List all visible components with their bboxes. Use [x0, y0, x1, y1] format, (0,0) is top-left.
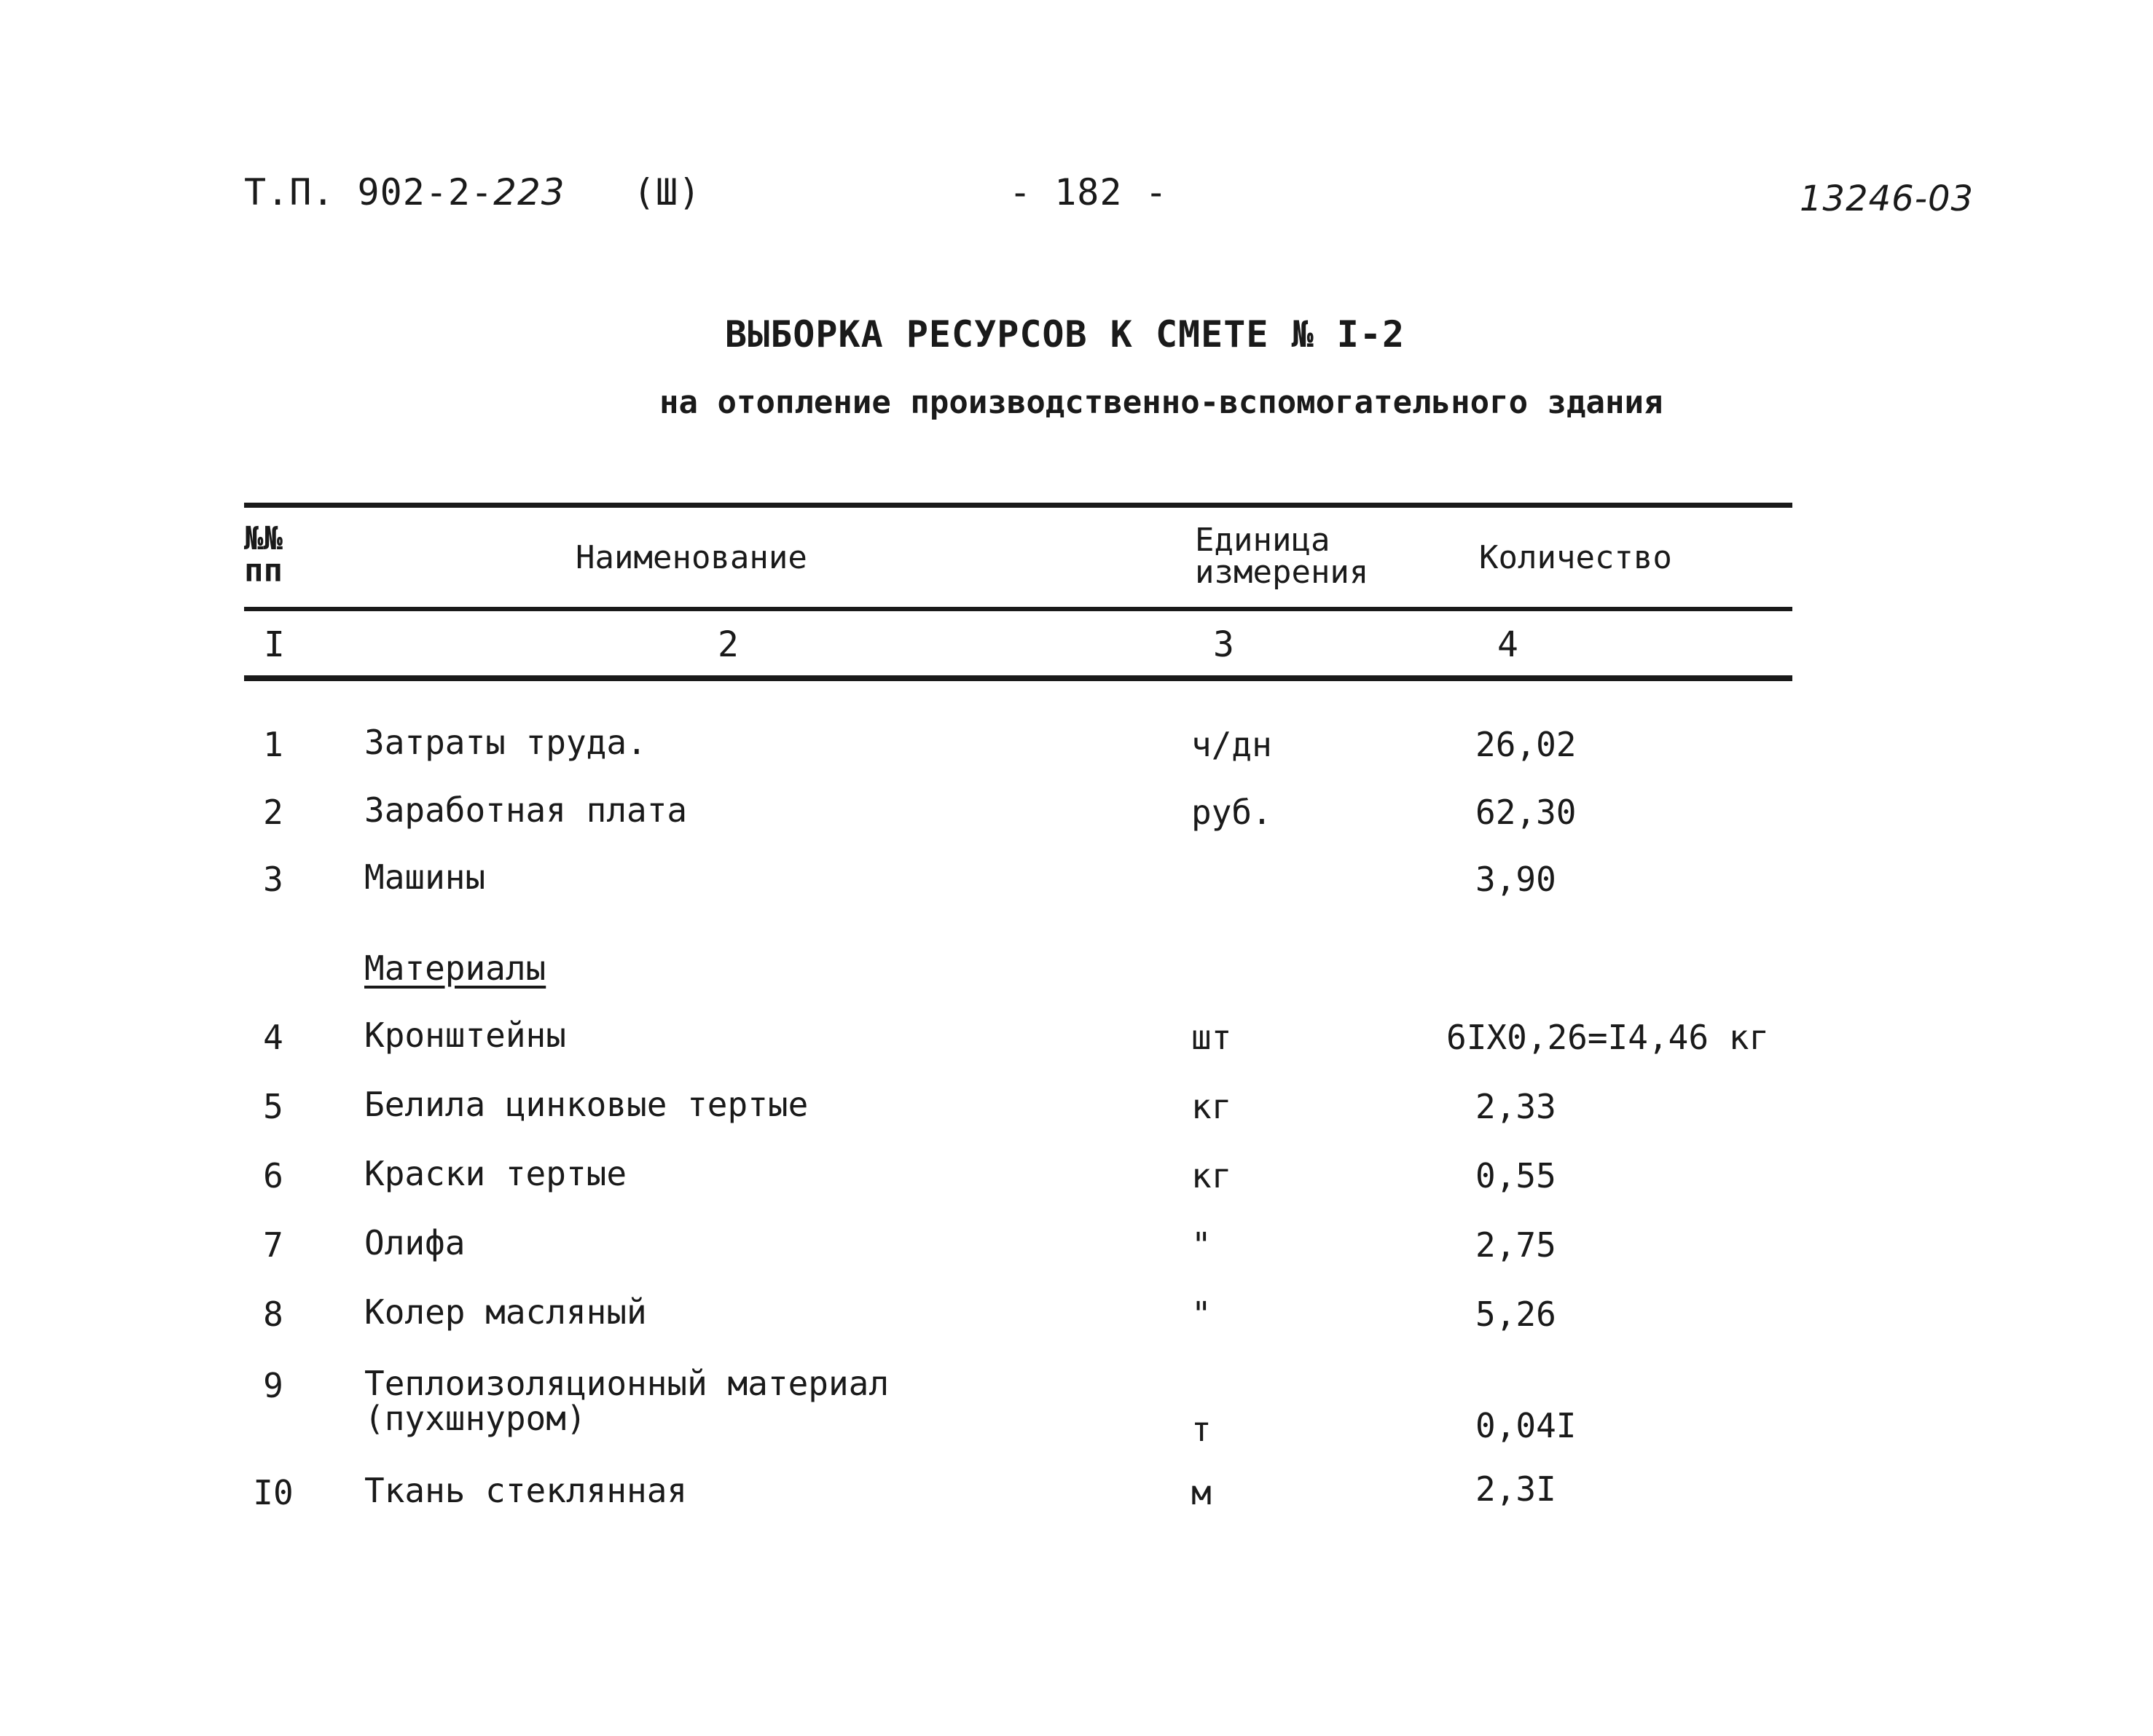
row-name: Ткань стеклянная [364, 1471, 688, 1510]
row-unit: кг [1191, 1087, 1232, 1126]
doc-code [244, 171, 701, 213]
row-number: 8 [263, 1295, 283, 1334]
row-number: 9 [263, 1366, 283, 1405]
row-number: 4 [263, 1018, 283, 1057]
row-name: Белила цинковые тертые [364, 1085, 809, 1124]
row-name: Заработная плата [364, 790, 688, 830]
table-row [0, 1364, 2153, 1449]
archive-number: 13246-03 [1800, 178, 1974, 219]
table-row [0, 1018, 2153, 1061]
table-row [0, 790, 2153, 836]
header-number: №№ пп [244, 520, 283, 589]
row-number: 6 [263, 1156, 283, 1195]
doc-part: (Ш) [632, 171, 702, 213]
section-materials: Материалы [364, 948, 546, 988]
header-unit: Единица измерения [1195, 522, 1369, 591]
row-quantity: 2,3I [1475, 1469, 1556, 1509]
doc-code-prefix: Т.П. 902-2- [244, 171, 494, 213]
row-number: 5 [263, 1087, 283, 1126]
row-quantity: 2,75 [1475, 1225, 1556, 1265]
column-number-3: 3 [1213, 624, 1234, 665]
page-number: - 182 - [1009, 171, 1168, 213]
row-quantity: 26,02 [1475, 725, 1577, 764]
header-name: Наименование [576, 539, 807, 576]
row-name: Колер масляный [364, 1292, 647, 1332]
row-unit: шт [1191, 1018, 1232, 1057]
row-unit: ч/дн [1191, 725, 1272, 764]
table-row [0, 1087, 2153, 1131]
row-unit: " [1191, 1225, 1212, 1265]
table-row [0, 1156, 2153, 1200]
row-name: Кронштейны [364, 1016, 566, 1055]
row-number: 1 [263, 725, 283, 764]
document-subtitle: на отопление производственно-вспомогательного здания [659, 384, 1663, 421]
row-number: 2 [263, 793, 283, 832]
row-unit: " [1191, 1295, 1212, 1334]
table-row [0, 1469, 2153, 1517]
table-top-rule [244, 503, 1792, 508]
row-quantity: 0,04I [1475, 1406, 1577, 1445]
row-name: Краски тертые [364, 1154, 627, 1193]
header-quantity: Количество [1479, 539, 1672, 576]
row-number: I0 [253, 1473, 294, 1512]
row-unit: м [1191, 1473, 1212, 1512]
row-unit: кг [1191, 1156, 1232, 1195]
row-number: 3 [263, 860, 283, 899]
row-quantity: 0,55 [1475, 1156, 1556, 1195]
column-number-4: 4 [1497, 624, 1518, 665]
row-quantity: 5,26 [1475, 1295, 1556, 1334]
table-row [0, 725, 2153, 769]
row-unit: т [1191, 1410, 1212, 1449]
column-number-2: 2 [718, 624, 739, 665]
row-quantity: 62,30 [1475, 793, 1577, 832]
row-quantity: 3,90 [1475, 860, 1556, 899]
row-number: 7 [263, 1225, 283, 1265]
document-title: ВЫБОРКА РЕСУРСОВ К СМЕТЕ № I-2 [725, 313, 1405, 356]
row-name: Олифа [364, 1223, 466, 1262]
doc-code-handwritten: 223 [493, 171, 565, 213]
row-name: Машины [364, 857, 486, 897]
doc-code-spacer [565, 171, 633, 213]
column-number-1: I [264, 624, 285, 665]
table-row [0, 857, 2153, 903]
table-row [0, 1225, 2153, 1269]
row-unit: руб. [1191, 793, 1272, 832]
row-quantity: 2,33 [1475, 1087, 1556, 1126]
header-rule [244, 607, 1792, 611]
table-row [0, 1292, 2153, 1338]
row-name: Теплоизоляционный материал (пухшнуром) [364, 1364, 890, 1438]
column-numbers-rule [244, 675, 1792, 681]
row-quantity: 6IX0,26=I4,46 кг [1446, 1018, 1770, 1057]
row-name: Затраты труда. [364, 723, 647, 762]
